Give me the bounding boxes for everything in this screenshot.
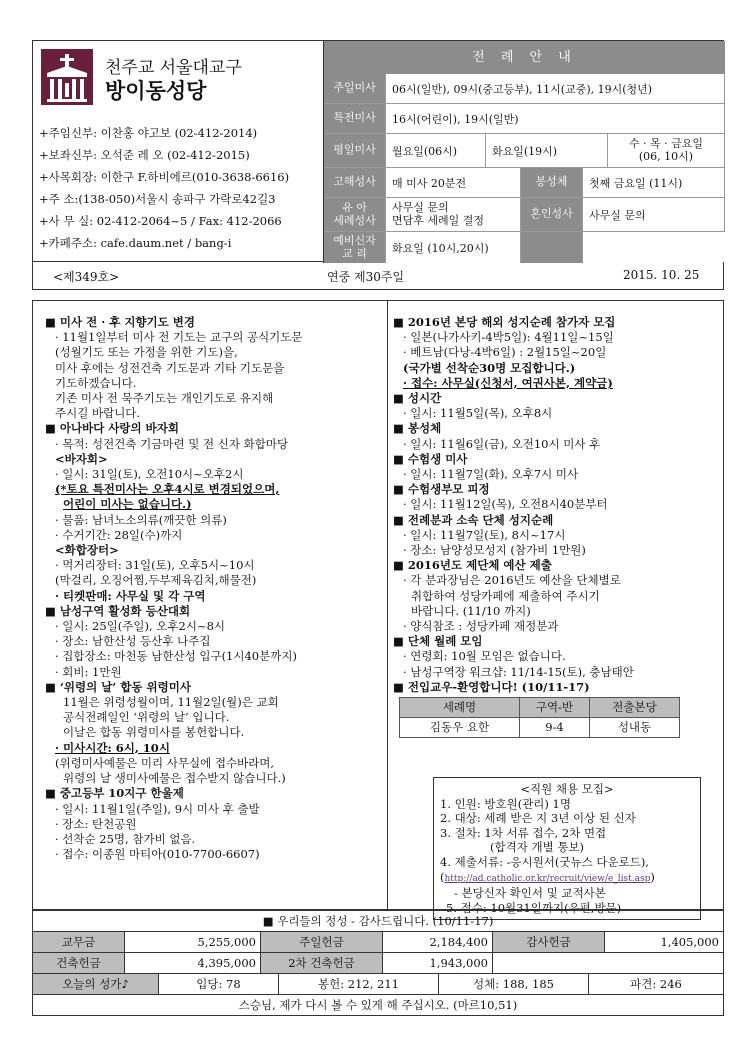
assistant-priest-info: +보좌신부: 오석준 레 오 (02-412-2015) <box>39 148 250 162</box>
recruit-line: 5. 접수: 10월31일까지(우편,방문) <box>446 900 622 915</box>
weekday-mass-label: 평일미사 <box>324 134 386 168</box>
hymn-recessional: 파견: 246 <box>630 977 682 991</box>
hymn-entrance: 입당: 78 <box>159 974 279 994</box>
sunday-mass-value: 06시(일반), 09시(중고등부), 11시(교중), 19시(청년) <box>386 74 725 104</box>
column-divider <box>387 301 388 909</box>
catechism-value: 화요일 (10시,20시) <box>386 232 521 263</box>
notice-line: (성월기도 또는 가정을 위한 기도)을, <box>55 345 238 360</box>
infant-baptism-value-line2: 면담후 세례일 결정 <box>392 213 485 227</box>
recruit-url-line: (http://ad.catholic.or.kr/recruit/view/e_list.asp) <box>440 869 655 884</box>
notice-line: 11월은 위령성월이며, 11월2일(월)은 교회 <box>63 695 279 710</box>
sunday-collection-label: 주일헌금 <box>261 932 383 952</box>
notice-line: · 남성구역장 워크샵: 11/14-15(토), 충남태안 <box>403 664 634 679</box>
announcements <box>32 300 724 915</box>
notice-heading: ■ 남성구역 활성화 등산대회 <box>45 603 191 618</box>
table-header-row <box>400 698 680 718</box>
table-header: 구역-반 <box>520 698 590 718</box>
sunday-mass-label: 주일미사 <box>324 74 386 104</box>
notice-heading: ■ 아나바다 사랑의 바자회 <box>45 421 179 436</box>
weekday-mass-monday: 월요일(06시) <box>386 134 486 168</box>
diocese-name: 천주교 서울대교구 <box>105 58 242 78</box>
notice-heading: ■ 봉성체 <box>393 421 442 436</box>
recruit-box <box>433 777 701 920</box>
notice-line: · 수거기간: 28일(수)까지 <box>55 527 183 542</box>
anointing-label: 봉성체 <box>521 168 583 198</box>
notice-line: · 연령회: 10월 모임은 없습니다. <box>403 649 566 664</box>
notice-line: · 장소: 남한산성 등산후 나주집 <box>55 634 211 649</box>
newcomer-table <box>399 697 680 738</box>
parish-info <box>33 41 324 263</box>
recruit-line: (합격자 개별 통보) <box>490 840 585 855</box>
hymn-communion: 성체: 188, 185 <box>439 974 589 994</box>
infant-baptism-value <box>386 198 521 232</box>
weekday-mass-tuesday: 화요일(19시) <box>486 134 608 168</box>
schedule-title: 전 례 안 내 <box>324 41 725 74</box>
right-column <box>393 315 718 915</box>
second-building-fund-label: 2차 건축헌금 <box>261 953 383 973</box>
notice-line: · 일시: 11월12일(목), 오전8시40분부터 <box>403 497 608 512</box>
bulletin-header <box>32 40 724 262</box>
left-column <box>45 315 380 862</box>
issue-bar <box>32 262 724 290</box>
notice-heading: ■ 전입교우-환영합니다! (10/11-17) <box>393 679 590 694</box>
notice-heading: ■ 단체 월례 모임 <box>393 634 483 649</box>
weekday-mass-wed-fri <box>608 134 725 168</box>
parish-name: 방이동성당 <box>105 79 207 103</box>
table-cell: 9-4 <box>520 718 590 738</box>
table-header: 세례명 <box>400 698 520 718</box>
recruit-line: 1. 인원: 방호원(관리) 1명 <box>440 796 571 811</box>
hymn-offertory: 봉헌: 212, 211 <box>279 974 439 994</box>
building-fund-label: 건축헌금 <box>33 953 125 973</box>
liturgy-schedule <box>324 41 725 263</box>
second-building-fund-value: 1,943,000 <box>383 953 493 973</box>
offering-row-2 <box>33 952 723 973</box>
council-president-info: +사목회장: 이한구 F.하비에르(010-3638-6616) <box>39 170 290 184</box>
tithe-value: 5,255,000 <box>125 932 261 952</box>
notice-heading: ■ 수험생 미사 <box>393 451 468 466</box>
notice-emphasis: (국가별 선착순30명 모집합니다.) <box>403 360 576 375</box>
offering-title: ■ 우리들의 정성 - 감사드립니다. (10/11-17) <box>262 914 494 928</box>
notice-heading: ■ 미사 전 · 후 지향기도 변경 <box>45 315 195 329</box>
notice-heading: ■ 2016년도 제단체 예산 제출 <box>393 558 552 573</box>
notice-line: (위령미사예물은 미리 사무실에 접수바라며, <box>55 755 275 770</box>
infant-baptism-value-line1: 사무실 문의 <box>392 200 449 214</box>
infant-baptism-label-line2: 세례성사 <box>333 213 376 227</box>
pastor-info: +주임신부: 이찬홍 야고보 (02-412-2014) <box>39 126 258 140</box>
table-cell: 김동우 요한 <box>400 718 520 738</box>
notice-line: · 접수: 이종원 마티아(010-7700-6607) <box>55 847 260 862</box>
table-header: 전출본당 <box>590 698 680 718</box>
recruit-line: 3. 절차: 1차 서류 접수, 2차 면접 <box>440 825 607 840</box>
offering-footer <box>32 910 724 1016</box>
notice-heading: ■ ‘위령의 날’ 합동 위령미사 <box>45 679 191 694</box>
address-info: +주 소:(138-050)서울시 송파구 가락로42길3 <box>39 192 276 206</box>
notice-line: · 먹거리장터: 31일(토), 오후5시~10시 <box>55 558 255 573</box>
building-fund-value: 4,395,000 <box>125 953 261 973</box>
notice-line: · 물품: 남녀노소의류(깨끗한 의류) <box>55 512 227 527</box>
notice-line: · 일시: 11월7일(화), 오후7시 미사 <box>403 467 579 482</box>
notice-line: 이날은 합동 위령미사를 봉헌합니다. <box>63 725 245 740</box>
empty-cell <box>493 953 723 973</box>
parish-logo-icon <box>41 49 93 105</box>
sunday-collection-value: 2,184,400 <box>383 932 493 952</box>
schedule-empty-value <box>583 232 725 263</box>
notice-line: · 일본(나가사키-4박5일): 4월11일~15일 <box>403 330 614 345</box>
recruit-line: - 본당신자 확인서 및 교적사본 <box>454 886 606 901</box>
weekday-mass-times: (06, 10시) <box>638 149 694 163</box>
cafe-address: +카페주소: cafe.daum.net / bang-i <box>39 236 232 250</box>
notice-line: 기도하겠습니다. <box>55 375 137 390</box>
confession-label: 고해성사 <box>324 168 386 198</box>
notice-emphasis: · 접수: 사무실(신청서, 여권사본, 계약금) <box>403 375 613 390</box>
notice-subheading: <바자회> <box>55 451 108 466</box>
notice-line: · 베트남(다낭-4박6일) : 2월15일~20일 <box>403 345 607 360</box>
issue-date: 2015. 10. 25 <box>623 268 700 282</box>
notice-subheading: <화합장터> <box>55 543 119 558</box>
notice-line: · 일시: 31일(토), 오전10시~오후2시 <box>55 467 244 482</box>
notice-emphasis: · 티켓판매: 사무실 및 각 구역 <box>55 588 206 603</box>
notice-line: · 일시: 11월5일(목), 오후8시 <box>403 406 553 421</box>
weekday-mass-days: 수 · 목 · 금요일 <box>628 136 704 150</box>
notice-line: · 11월1일부터 미사 전 기도는 교구의 공식기도문 <box>55 330 303 345</box>
tithe-label: 교무금 <box>33 932 125 952</box>
notice-line: · 일시: 11월7일(토), 8시~17시 <box>403 527 566 542</box>
notice-line: · 각 분과장님은 2016년도 예산을 단체별로 <box>403 573 621 588</box>
table-cell: 성내동 <box>590 718 680 738</box>
hymns-label: 오늘의 성가♪ <box>33 974 159 994</box>
thanks-offering-value: 1,405,000 <box>660 935 719 949</box>
thanks-offering-label: 감사헌금 <box>493 932 605 952</box>
notice-line: · 선착순 25명, 참가비 없음. <box>55 831 196 846</box>
infant-baptism-label-line1: 유 아 <box>342 200 367 214</box>
notice-heading: ■ 성시간 <box>393 391 442 406</box>
recruit-title: <직원 채용 모집> <box>520 782 614 796</box>
catechism-label-line2: 교 리 <box>342 246 367 260</box>
notice-line: 위령의 날 생미사예물은 접수받지 않습니다.) <box>63 771 286 786</box>
quote-row <box>33 994 723 1015</box>
notice-line: (막걸리, 오징어찜,두부제육김치,해물전) <box>55 573 257 588</box>
notice-line: 취합하여 성당카페에 제출하여 주시기 <box>411 588 600 603</box>
marriage-label: 혼인성사 <box>521 198 583 232</box>
notice-line: · 집합장소: 마천동 남한산성 입구(1시40분까지) <box>55 649 297 664</box>
notice-line: 바랍니다. (11/10 까지) <box>411 603 531 618</box>
notice-line: 공식전례일인 ‘위령의 날’ 입니다. <box>63 710 230 725</box>
notice-line: · 일시: 11월6일(금), 오전10시 미사 후 <box>403 436 601 451</box>
liturgical-week: 연중 제30주일 <box>327 270 405 284</box>
notice-line: 기존 미사 전 묵주기도는 개인기도로 유지해 <box>55 391 274 406</box>
table-row <box>400 718 680 738</box>
notice-line: · 일시: 11월1일(주일), 9시 미사 후 출발 <box>55 801 260 816</box>
notice-line: · 장소: 남양성모성지 (참가비 1만원) <box>403 543 586 558</box>
confession-value: 매 미사 20분전 <box>386 168 521 198</box>
marriage-value: 사무실 문의 <box>583 198 725 232</box>
anointing-value: 첫째 금요일 (11시) <box>583 168 725 198</box>
anticipated-mass-label: 특전미사 <box>324 104 386 134</box>
issue-number: <제349호> <box>53 270 120 284</box>
notice-emphasis: 어린이 미사는 없습니다.) <box>63 497 192 512</box>
recruit-link[interactable]: http://ad.catholic.or.kr/recruit/view/e_list.asp <box>444 873 651 884</box>
notice-line: · 목적: 성전건축 기금마련 및 전 신자 화합마당 <box>55 436 289 451</box>
notice-line: · 회비: 1만원 <box>55 664 122 679</box>
notice-emphasis: (*토요 특전미사는 오후4시로 변경되었으며, <box>55 482 280 497</box>
infant-baptism-label <box>324 198 386 232</box>
office-phone-info: +사 무 실: 02-412-2064~5 / Fax: 412-2066 <box>39 214 282 228</box>
notice-heading: ■ 중고등부 10지구 한울제 <box>45 786 184 801</box>
scripture-quote: 스승님, 제가 다시 볼 수 있게 해 주십시오. (마르10,51) <box>238 998 518 1012</box>
offering-title-row <box>33 910 723 931</box>
anticipated-mass-value: 16시(어린이), 19시(일반) <box>386 104 725 134</box>
notice-line: · 일시: 25일(주일), 오후2시~8시 <box>55 619 226 634</box>
recruit-line: 4. 제출서류: -응시원서(굿뉴스 다운로드), <box>440 854 649 869</box>
notice-line: · 양식참조 : 성당카페 재정분과 <box>403 619 559 634</box>
offering-row-1 <box>33 931 723 952</box>
schedule-empty-label <box>521 232 583 263</box>
recruit-line: 2. 대상: 세례 받은 지 3년 이상 된 신자 <box>440 811 636 826</box>
catechism-label-line1: 예비신자 <box>333 233 376 247</box>
notice-heading: ■ 수험생부모 피정 <box>393 482 490 497</box>
notice-heading: ■ 2016년 본당 해외 성지순례 참가자 모집 <box>393 315 616 329</box>
catechism-label <box>324 232 386 263</box>
hymns-row <box>33 973 723 994</box>
notice-emphasis: · 미사시간: 6시, 10시 <box>55 740 170 755</box>
notice-line: 주시길 바랍니다. <box>55 406 141 421</box>
notice-line: 미사 후에는 성전건축 기도문과 기타 기도문을 <box>55 360 285 375</box>
notice-heading: ■ 전례분과 소속 단체 성지순례 <box>393 512 554 527</box>
notice-line: · 장소: 탄천공원 <box>55 816 137 831</box>
